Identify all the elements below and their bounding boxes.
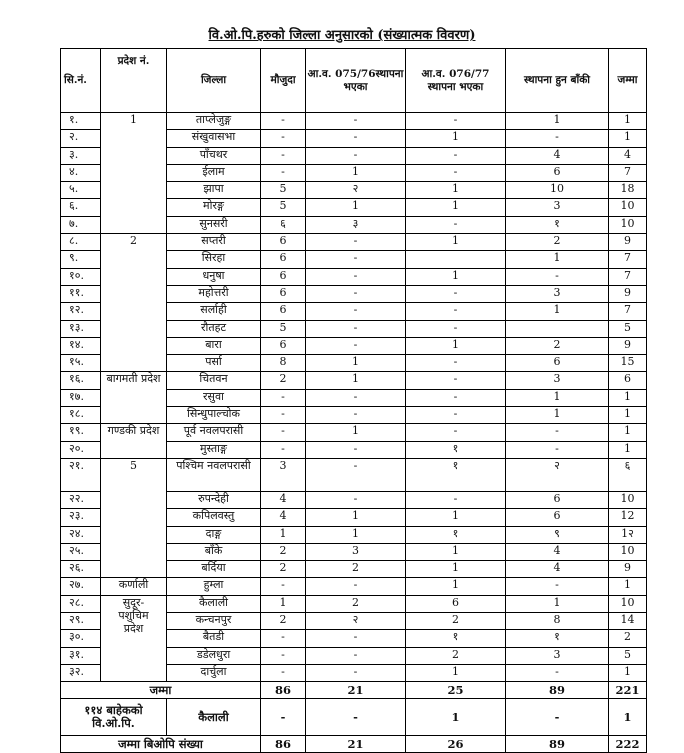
district-cell: सर्लाही bbox=[167, 303, 261, 320]
total-cell: 9 bbox=[609, 561, 647, 578]
fy7576-cell: - bbox=[306, 251, 406, 268]
total-cell: 1 bbox=[609, 389, 647, 406]
fy7677-cell: 1 bbox=[406, 268, 506, 285]
total-cell: ६ bbox=[609, 458, 647, 491]
fy7677-cell: 1 bbox=[406, 199, 506, 216]
district-cell: कैलाली bbox=[167, 699, 261, 736]
remaining-cell: - bbox=[506, 441, 609, 458]
remaining-cell: 6 bbox=[506, 491, 609, 508]
province-cell: 5 bbox=[101, 458, 167, 577]
fy7576-cell: - bbox=[306, 630, 406, 647]
existing-cell: - bbox=[261, 407, 306, 424]
remaining-cell: 1 bbox=[506, 407, 609, 424]
sn-cell: ९. bbox=[61, 251, 101, 268]
remaining-cell: 1 bbox=[506, 251, 609, 268]
total-cell: 9 bbox=[609, 285, 647, 302]
total-cell: 10 bbox=[609, 543, 647, 560]
existing-cell: 6 bbox=[261, 268, 306, 285]
fy7576-cell: 1 bbox=[306, 372, 406, 389]
total-cell: 5 bbox=[609, 647, 647, 664]
district-cell: बाँके bbox=[167, 543, 261, 560]
table-row bbox=[61, 424, 647, 441]
fy7677-cell: - bbox=[406, 389, 506, 406]
header-total: जम्मा bbox=[609, 49, 647, 113]
total-cell: 7 bbox=[609, 303, 647, 320]
remaining-cell: 8 bbox=[506, 613, 609, 630]
fy7677-cell: - bbox=[406, 407, 506, 424]
subtotal-row bbox=[61, 682, 647, 699]
remaining-cell: 2 bbox=[506, 234, 609, 251]
extra-bop-row bbox=[61, 699, 647, 736]
existing-cell: - bbox=[261, 130, 306, 147]
fy7677-cell: 1 bbox=[406, 182, 506, 199]
sn-cell: २८. bbox=[61, 595, 101, 612]
sn-cell: ७. bbox=[61, 216, 101, 233]
fy7677-cell: 26 bbox=[406, 736, 506, 753]
extra-label: ११४ बाहेकको वि.ओ.पि. bbox=[61, 699, 167, 736]
total-cell: 1२ bbox=[609, 526, 647, 543]
fy7677-cell: - bbox=[406, 355, 506, 372]
existing-cell: 2 bbox=[261, 613, 306, 630]
fy7576-cell: - bbox=[306, 578, 406, 595]
total-cell: 7 bbox=[609, 251, 647, 268]
remaining-cell: 1 bbox=[506, 389, 609, 406]
header-province: प्रदेश नं. bbox=[101, 49, 167, 113]
existing-cell: - bbox=[261, 113, 306, 130]
fy7576-cell: 1 bbox=[306, 509, 406, 526]
sn-cell: २९. bbox=[61, 613, 101, 630]
remaining-cell: २ bbox=[506, 458, 609, 491]
fy7576-cell: २ bbox=[306, 182, 406, 199]
fy7576-cell: - bbox=[306, 130, 406, 147]
fy7677-cell: 1 bbox=[406, 699, 506, 736]
district-cell: दार्चुला bbox=[167, 664, 261, 681]
total-cell: 5 bbox=[609, 320, 647, 337]
fy7677-cell: 2 bbox=[406, 613, 506, 630]
fy7576-cell: - bbox=[306, 147, 406, 164]
district-cell: पश्चिम नवलपरासी bbox=[167, 458, 261, 491]
fy7677-cell: 2 bbox=[406, 647, 506, 664]
district-cell: संखुवासभा bbox=[167, 130, 261, 147]
fy7677-cell: - bbox=[406, 303, 506, 320]
fy7576-cell: - bbox=[306, 458, 406, 491]
sn-cell: ३. bbox=[61, 147, 101, 164]
existing-cell: 3 bbox=[261, 458, 306, 491]
remaining-cell: - bbox=[506, 130, 609, 147]
existing-cell: - bbox=[261, 389, 306, 406]
header-sn: सि.नं. bbox=[61, 49, 101, 113]
district-cell: बर्दिया bbox=[167, 561, 261, 578]
fy7677-cell: 1 bbox=[406, 130, 506, 147]
sn-cell: २२. bbox=[61, 491, 101, 508]
fy7576-cell: - bbox=[306, 113, 406, 130]
sn-cell: १. bbox=[61, 113, 101, 130]
header-remaining: स्थापना हुन बाँकी bbox=[506, 49, 609, 113]
grand-total-label: जम्मा बिओपि संख्या bbox=[61, 736, 261, 753]
total-cell: 7 bbox=[609, 268, 647, 285]
remaining-cell: ९ bbox=[506, 526, 609, 543]
total-cell: 18 bbox=[609, 182, 647, 199]
fy7677-cell: - bbox=[406, 216, 506, 233]
total-cell: 7 bbox=[609, 164, 647, 181]
district-cell: सुनसरी bbox=[167, 216, 261, 233]
fy7576-cell: 1 bbox=[306, 355, 406, 372]
district-cell: पर्सा bbox=[167, 355, 261, 372]
fy7677-cell: 1 bbox=[406, 234, 506, 251]
fy7576-cell: 21 bbox=[306, 736, 406, 753]
fy7677-cell: 1 bbox=[406, 543, 506, 560]
remaining-cell: 3 bbox=[506, 647, 609, 664]
header-fy7576: आ.व. 075/76स्थापना भएका bbox=[306, 49, 406, 113]
remaining-cell: - bbox=[506, 424, 609, 441]
remaining-cell: 4 bbox=[506, 561, 609, 578]
sn-cell: २७. bbox=[61, 578, 101, 595]
district-cell: डडेलधुरा bbox=[167, 647, 261, 664]
fy7576-cell: - bbox=[306, 234, 406, 251]
fy7576-cell: - bbox=[306, 268, 406, 285]
existing-cell: - bbox=[261, 664, 306, 681]
total-cell: 222 bbox=[609, 736, 647, 753]
total-cell: 10 bbox=[609, 491, 647, 508]
sn-cell: १२. bbox=[61, 303, 101, 320]
total-cell: 1 bbox=[609, 699, 647, 736]
existing-cell: 86 bbox=[261, 682, 306, 699]
province-cell: 2 bbox=[101, 234, 167, 372]
district-cell: झापा bbox=[167, 182, 261, 199]
existing-cell: 2 bbox=[261, 561, 306, 578]
district-cell: पूर्व नवलपरासी bbox=[167, 424, 261, 441]
district-cell: पाँचथर bbox=[167, 147, 261, 164]
existing-cell: - bbox=[261, 441, 306, 458]
fy7576-cell: 2 bbox=[306, 595, 406, 612]
district-cell: बारा bbox=[167, 337, 261, 354]
fy7677-cell: 1 bbox=[406, 578, 506, 595]
total-cell: 221 bbox=[609, 682, 647, 699]
district-cell: मुस्ताङ्ग bbox=[167, 441, 261, 458]
district-cell: सप्तरी bbox=[167, 234, 261, 251]
header-existing: मौजुदा bbox=[261, 49, 306, 113]
district-cell: हुम्ला bbox=[167, 578, 261, 595]
remaining-cell: - bbox=[506, 268, 609, 285]
remaining-cell: 3 bbox=[506, 372, 609, 389]
province-cell: 1 bbox=[101, 113, 167, 234]
total-cell: 1 bbox=[609, 578, 647, 595]
remaining-cell: 3 bbox=[506, 199, 609, 216]
fy7677-cell: १ bbox=[406, 526, 506, 543]
sn-cell: २६. bbox=[61, 561, 101, 578]
existing-cell: 6 bbox=[261, 303, 306, 320]
total-cell: 12 bbox=[609, 509, 647, 526]
fy7677-cell: - bbox=[406, 147, 506, 164]
district-cell: महोत्तरी bbox=[167, 285, 261, 302]
remaining-cell: 6 bbox=[506, 509, 609, 526]
sn-cell: १६. bbox=[61, 372, 101, 389]
remaining-cell: - bbox=[506, 699, 609, 736]
total-cell: 9 bbox=[609, 337, 647, 354]
fy7677-cell: - bbox=[406, 372, 506, 389]
province-cell: गण्डकी प्रदेश bbox=[101, 424, 167, 459]
table-row bbox=[61, 372, 647, 389]
header-district: जिल्ला bbox=[167, 49, 261, 113]
district-cell: दाङ्ग bbox=[167, 526, 261, 543]
district-cell: सिन्धुपाल्चोक bbox=[167, 407, 261, 424]
remaining-cell: 3 bbox=[506, 285, 609, 302]
fy7677-cell: - bbox=[406, 164, 506, 181]
district-cell: सिरहा bbox=[167, 251, 261, 268]
sn-cell: २४. bbox=[61, 526, 101, 543]
existing-cell: - bbox=[261, 424, 306, 441]
district-cell: चितवन bbox=[167, 372, 261, 389]
sn-cell: २१. bbox=[61, 458, 101, 491]
sn-cell: ४. bbox=[61, 164, 101, 181]
total-cell: 1 bbox=[609, 441, 647, 458]
total-cell: 1 bbox=[609, 424, 647, 441]
existing-cell: 8 bbox=[261, 355, 306, 372]
existing-cell: 4 bbox=[261, 509, 306, 526]
fy7576-cell: ३ bbox=[306, 216, 406, 233]
total-cell: 15 bbox=[609, 355, 647, 372]
fy7576-cell: - bbox=[306, 491, 406, 508]
fy7576-cell: - bbox=[306, 407, 406, 424]
district-cell: कैलाली bbox=[167, 595, 261, 612]
fy7576-cell: 1 bbox=[306, 199, 406, 216]
sn-cell: २. bbox=[61, 130, 101, 147]
fy7576-cell: - bbox=[306, 389, 406, 406]
header-fy7677: आ.व. 076/77 स्थापना भएका bbox=[406, 49, 506, 113]
total-cell: 1 bbox=[609, 113, 647, 130]
remaining-cell: 89 bbox=[506, 682, 609, 699]
fy7576-cell: 1 bbox=[306, 424, 406, 441]
district-cell: रुपन्देही bbox=[167, 491, 261, 508]
province-cell: बागमती प्रदेश bbox=[101, 372, 167, 424]
remaining-cell: - bbox=[506, 664, 609, 681]
total-cell: 4 bbox=[609, 147, 647, 164]
fy7576-cell: 21 bbox=[306, 682, 406, 699]
district-cell: ईलाम bbox=[167, 164, 261, 181]
fy7576-cell: - bbox=[306, 285, 406, 302]
total-cell: 14 bbox=[609, 613, 647, 630]
fy7677-cell: - bbox=[406, 320, 506, 337]
total-cell: 1 bbox=[609, 664, 647, 681]
fy7677-cell: 1 bbox=[406, 561, 506, 578]
existing-cell: ६ bbox=[261, 216, 306, 233]
district-cell: मोरङ्ग bbox=[167, 199, 261, 216]
remaining-cell: १ bbox=[506, 630, 609, 647]
fy7677-cell bbox=[406, 251, 506, 268]
sn-cell: ६. bbox=[61, 199, 101, 216]
district-cell: ताप्लेजुङ्ग bbox=[167, 113, 261, 130]
existing-cell: 1 bbox=[261, 526, 306, 543]
fy7677-cell: 1 bbox=[406, 509, 506, 526]
total-cell: 1 bbox=[609, 130, 647, 147]
sn-cell: ३०. bbox=[61, 630, 101, 647]
existing-cell: 6 bbox=[261, 251, 306, 268]
district-cell: रसुवा bbox=[167, 389, 261, 406]
sn-cell: १८. bbox=[61, 407, 101, 424]
district-cell: कपिलवस्तु bbox=[167, 509, 261, 526]
district-cell: रौतहट bbox=[167, 320, 261, 337]
remaining-cell: 10 bbox=[506, 182, 609, 199]
existing-cell: 6 bbox=[261, 337, 306, 354]
fy7677-cell: १ bbox=[406, 458, 506, 491]
sn-cell: १४. bbox=[61, 337, 101, 354]
fy7576-cell: 1 bbox=[306, 164, 406, 181]
existing-cell: 6 bbox=[261, 234, 306, 251]
fy7677-cell: - bbox=[406, 491, 506, 508]
fy7576-cell: २ bbox=[306, 613, 406, 630]
existing-cell: - bbox=[261, 578, 306, 595]
fy7576-cell: - bbox=[306, 303, 406, 320]
table-row bbox=[61, 595, 647, 612]
province-cell: कर्णाली bbox=[101, 578, 167, 595]
remaining-cell: 6 bbox=[506, 355, 609, 372]
remaining-cell bbox=[506, 320, 609, 337]
remaining-cell: 2 bbox=[506, 337, 609, 354]
fy7576-cell: - bbox=[306, 441, 406, 458]
table-row bbox=[61, 234, 647, 251]
sn-cell: ५. bbox=[61, 182, 101, 199]
total-cell: 6 bbox=[609, 372, 647, 389]
fy7576-cell: 1 bbox=[306, 526, 406, 543]
remaining-cell: १ bbox=[506, 216, 609, 233]
sn-cell: १५. bbox=[61, 355, 101, 372]
existing-cell: 5 bbox=[261, 182, 306, 199]
total-cell: 1 bbox=[609, 407, 647, 424]
remaining-cell: 4 bbox=[506, 147, 609, 164]
sn-cell: ३१. bbox=[61, 647, 101, 664]
existing-cell: - bbox=[261, 630, 306, 647]
existing-cell: 5 bbox=[261, 320, 306, 337]
total-cell: 10 bbox=[609, 595, 647, 612]
sn-cell: ३२. bbox=[61, 664, 101, 681]
total-cell: 10 bbox=[609, 199, 647, 216]
existing-cell: 1 bbox=[261, 595, 306, 612]
district-cell: धनुषा bbox=[167, 268, 261, 285]
sn-cell: ८. bbox=[61, 234, 101, 251]
fy7576-cell: - bbox=[306, 320, 406, 337]
document-title: वि.ओ.पि.हरुको जिल्ला अनुसारको (संख्यात्मक विवरण) bbox=[208, 28, 476, 43]
sn-cell: १७. bbox=[61, 389, 101, 406]
fy7677-cell: 25 bbox=[406, 682, 506, 699]
province-cell: सुदूर-पशुचिम प्रदेश bbox=[101, 595, 167, 681]
existing-cell: 5 bbox=[261, 199, 306, 216]
fy7677-cell: - bbox=[406, 113, 506, 130]
existing-cell: - bbox=[261, 647, 306, 664]
total-cell: 2 bbox=[609, 630, 647, 647]
existing-cell: 6 bbox=[261, 285, 306, 302]
existing-cell: - bbox=[261, 164, 306, 181]
total-cell: 10 bbox=[609, 216, 647, 233]
sn-cell: २३. bbox=[61, 509, 101, 526]
header-row bbox=[61, 49, 647, 113]
existing-cell: - bbox=[261, 699, 306, 736]
district-bop-table bbox=[60, 48, 647, 753]
fy7677-cell: - bbox=[406, 424, 506, 441]
sn-cell: ११. bbox=[61, 285, 101, 302]
remaining-cell: 1 bbox=[506, 303, 609, 320]
fy7677-cell: 1 bbox=[406, 664, 506, 681]
table-row bbox=[61, 458, 647, 491]
existing-cell: - bbox=[261, 147, 306, 164]
sn-cell: १९. bbox=[61, 424, 101, 441]
district-cell: बैतडी bbox=[167, 630, 261, 647]
fy7576-cell: 2 bbox=[306, 561, 406, 578]
grand-total-row bbox=[61, 736, 647, 753]
fy7576-cell: - bbox=[306, 664, 406, 681]
fy7576-cell: - bbox=[306, 699, 406, 736]
remaining-cell: 89 bbox=[506, 736, 609, 753]
total-cell: 9 bbox=[609, 234, 647, 251]
remaining-cell: 6 bbox=[506, 164, 609, 181]
fy7677-cell: १ bbox=[406, 441, 506, 458]
remaining-cell: - bbox=[506, 578, 609, 595]
fy7677-cell: 1 bbox=[406, 337, 506, 354]
sn-cell: १३. bbox=[61, 320, 101, 337]
fy7576-cell: 3 bbox=[306, 543, 406, 560]
existing-cell: 2 bbox=[261, 372, 306, 389]
sn-cell: २५. bbox=[61, 543, 101, 560]
fy7576-cell: - bbox=[306, 647, 406, 664]
fy7677-cell: १ bbox=[406, 630, 506, 647]
fy7677-cell: 6 bbox=[406, 595, 506, 612]
table-row bbox=[61, 578, 647, 595]
remaining-cell: 4 bbox=[506, 543, 609, 560]
fy7576-cell: - bbox=[306, 337, 406, 354]
fy7677-cell: - bbox=[406, 285, 506, 302]
sn-cell: २०. bbox=[61, 441, 101, 458]
subtotal-label: जम्मा bbox=[61, 682, 261, 699]
sn-cell: १०. bbox=[61, 268, 101, 285]
district-cell: कन्चनपुर bbox=[167, 613, 261, 630]
remaining-cell: 1 bbox=[506, 595, 609, 612]
remaining-cell: 1 bbox=[506, 113, 609, 130]
existing-cell: 86 bbox=[261, 736, 306, 753]
existing-cell: 2 bbox=[261, 543, 306, 560]
table-row bbox=[61, 113, 647, 130]
existing-cell: 4 bbox=[261, 491, 306, 508]
